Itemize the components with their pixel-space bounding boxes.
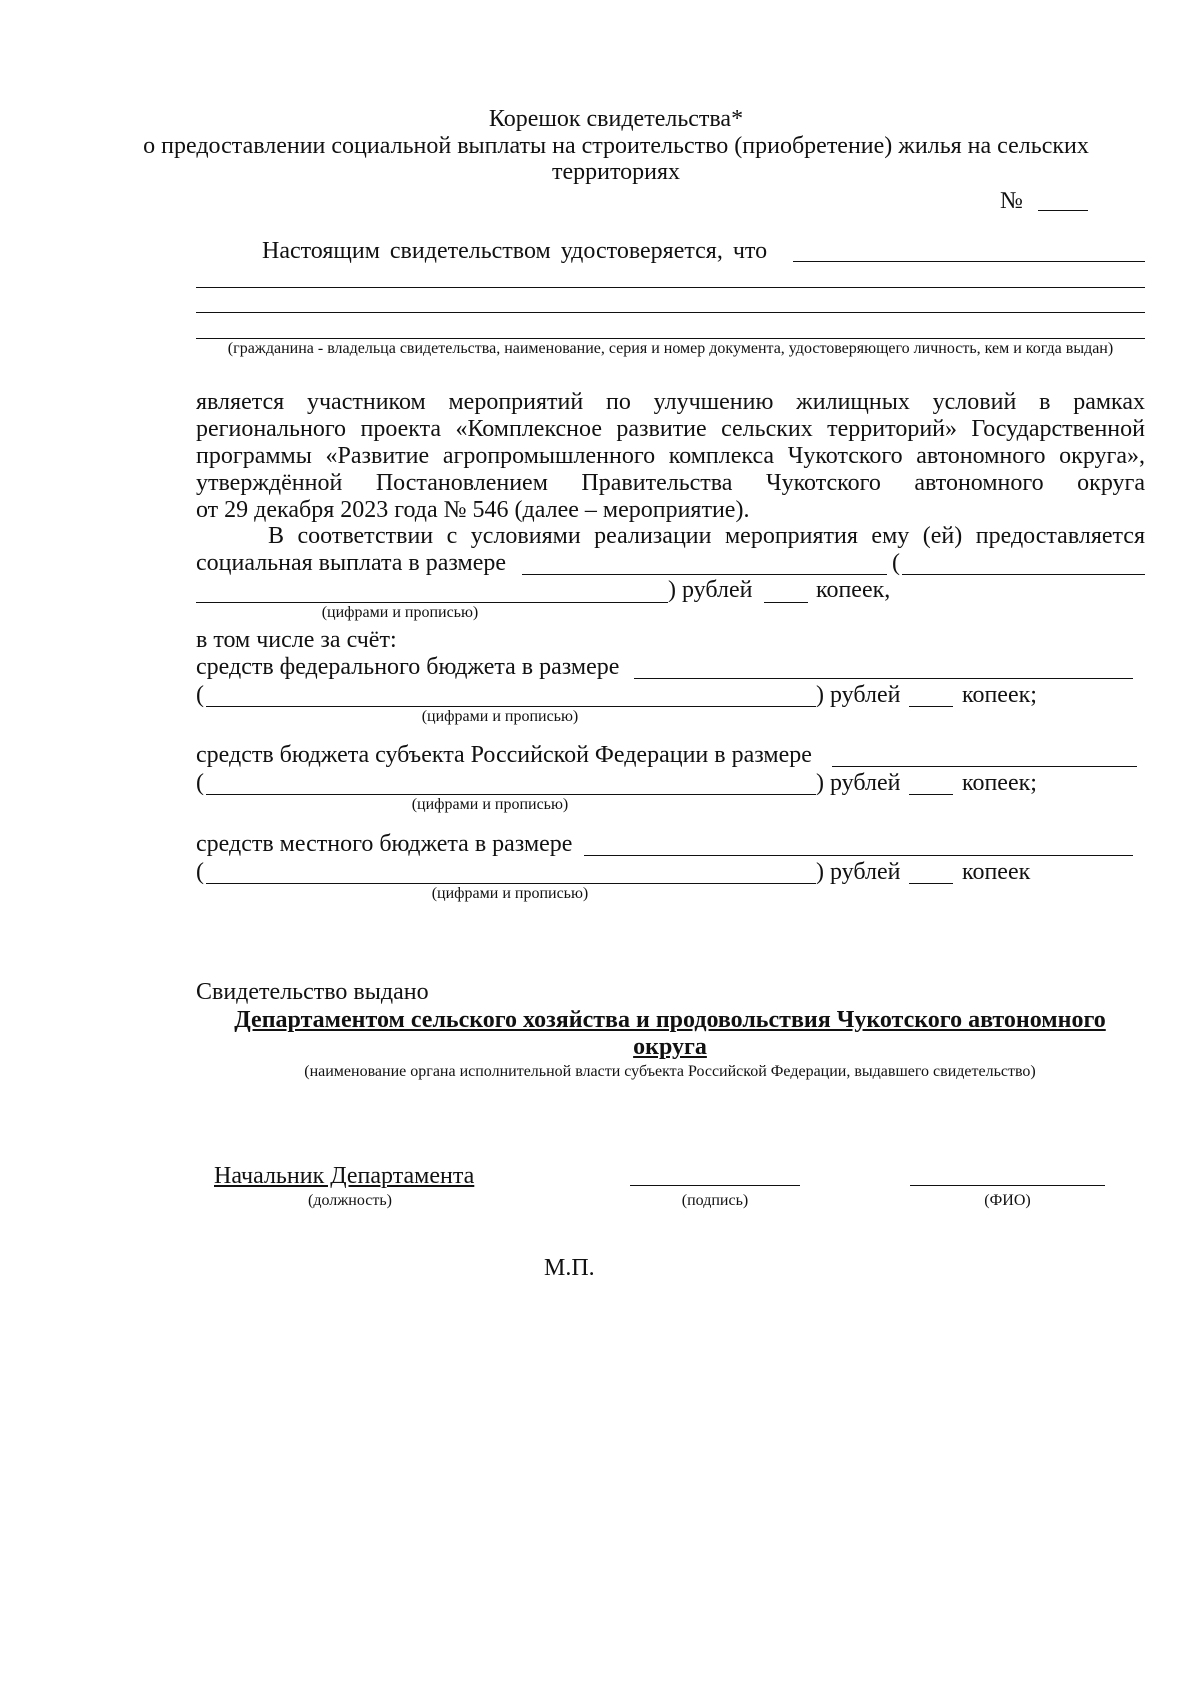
- breakdown-intro: в том числе за счёт:: [196, 627, 397, 653]
- federal-open-paren: (: [196, 682, 204, 708]
- citizen-field-line1: [793, 261, 1145, 262]
- payment-kopecks-label: копеек,: [816, 577, 891, 603]
- body-line2: регионального проекта «Комплексное развитие сельских территорий» Государственной: [196, 416, 1145, 442]
- regional-kopecks-field: [909, 794, 953, 795]
- document-title: Корешок свидетельства*: [488, 106, 744, 132]
- regional-budget-label: средств бюджета субъекта Российской Федерации в размере: [196, 742, 812, 768]
- payment-intro-line1: В соответствии с условиями реализации мероприятия ему (ей) предоставляется: [268, 523, 1145, 549]
- payment-rubles-label: ) рублей: [668, 577, 753, 603]
- signatory-position: Начальник Департамента: [214, 1163, 475, 1189]
- body-line5: от 29 декабря 2023 года № 546 (далее – мероприятие).: [196, 497, 750, 523]
- federal-amount-field: [634, 678, 1133, 679]
- payment-amount-field: [522, 574, 887, 575]
- seal-placeholder: М.П.: [544, 1255, 595, 1281]
- body-line4: утверждённой Постановлением Правительства Чукотского автономного округа: [196, 470, 1145, 496]
- regional-amount-field: [832, 766, 1137, 767]
- local-rubles-label: ) рублей: [816, 859, 901, 885]
- citizen-field-line3: [196, 312, 1145, 313]
- federal-rubles-label: ) рублей: [816, 682, 901, 708]
- local-budget-label: средств местного бюджета в размере: [196, 831, 573, 857]
- federal-kopecks-field: [909, 706, 953, 707]
- regional-rubles-label: ) рублей: [816, 770, 901, 796]
- full-name-field: [910, 1185, 1105, 1186]
- local-amount-field: [584, 855, 1133, 856]
- document-subtitle-line1: о предоставлении социальной выплаты на строительство (приобретение) жилья на сельских: [143, 133, 1089, 159]
- federal-budget-label: средств федерального бюджета в размере: [196, 654, 620, 680]
- body-line3: программы «Развитие агропромышленного комплекса Чукотского автономного округа»,: [196, 443, 1145, 469]
- local-open-paren: (: [196, 859, 204, 885]
- payment-intro-line2: социальная выплата в размере: [196, 550, 507, 576]
- payment-caption: (цифрами и прописью): [321, 604, 479, 621]
- certify-intro: Настоящим свидетельством удостоверяется, что: [262, 238, 768, 264]
- issuing-organization-caption: (наименование органа исполнительной власти субъекта Российской Федерации, выдавшего свидетельство): [304, 1063, 1036, 1080]
- citizen-field-caption: (гражданина - владельца свидетельства, наименование, серия и номер документа, удостоверяющего личность, кем и когда выдан): [227, 340, 1114, 357]
- regional-kopecks-label: копеек;: [962, 770, 1037, 796]
- issuing-organization-line1: Департаментом сельского хозяйства и продовольствия Чукотского автономного: [234, 1007, 1106, 1033]
- signature-caption: (подпись): [681, 1192, 749, 1209]
- regional-caption: (цифрами и прописью): [411, 796, 569, 813]
- certificate-number-label: №: [1000, 188, 1023, 214]
- payment-words-field-line1: [902, 574, 1145, 575]
- payment-kopecks-field: [764, 602, 808, 603]
- federal-caption: (цифрами и прописью): [421, 708, 579, 725]
- local-kopecks-label: копеек: [962, 859, 1031, 885]
- signatory-position-caption: (должность): [308, 1192, 392, 1209]
- certificate-number-field: [1038, 210, 1088, 211]
- payment-open-paren: (: [892, 550, 900, 576]
- local-kopecks-field: [909, 883, 953, 884]
- federal-kopecks-label: копеек;: [962, 682, 1037, 708]
- issuing-organization-line2: округа: [633, 1034, 707, 1060]
- citizen-field-line2: [196, 287, 1145, 288]
- document-subtitle-line2: территориях: [551, 159, 681, 185]
- signature-field: [630, 1185, 800, 1186]
- full-name-caption: (ФИО): [984, 1192, 1031, 1209]
- issued-label: Свидетельство выдано: [196, 979, 429, 1005]
- regional-open-paren: (: [196, 770, 204, 796]
- body-line1: является участником мероприятий по улучшению жилищных условий в рамках: [196, 389, 1145, 415]
- local-caption: (цифрами и прописью): [431, 885, 589, 902]
